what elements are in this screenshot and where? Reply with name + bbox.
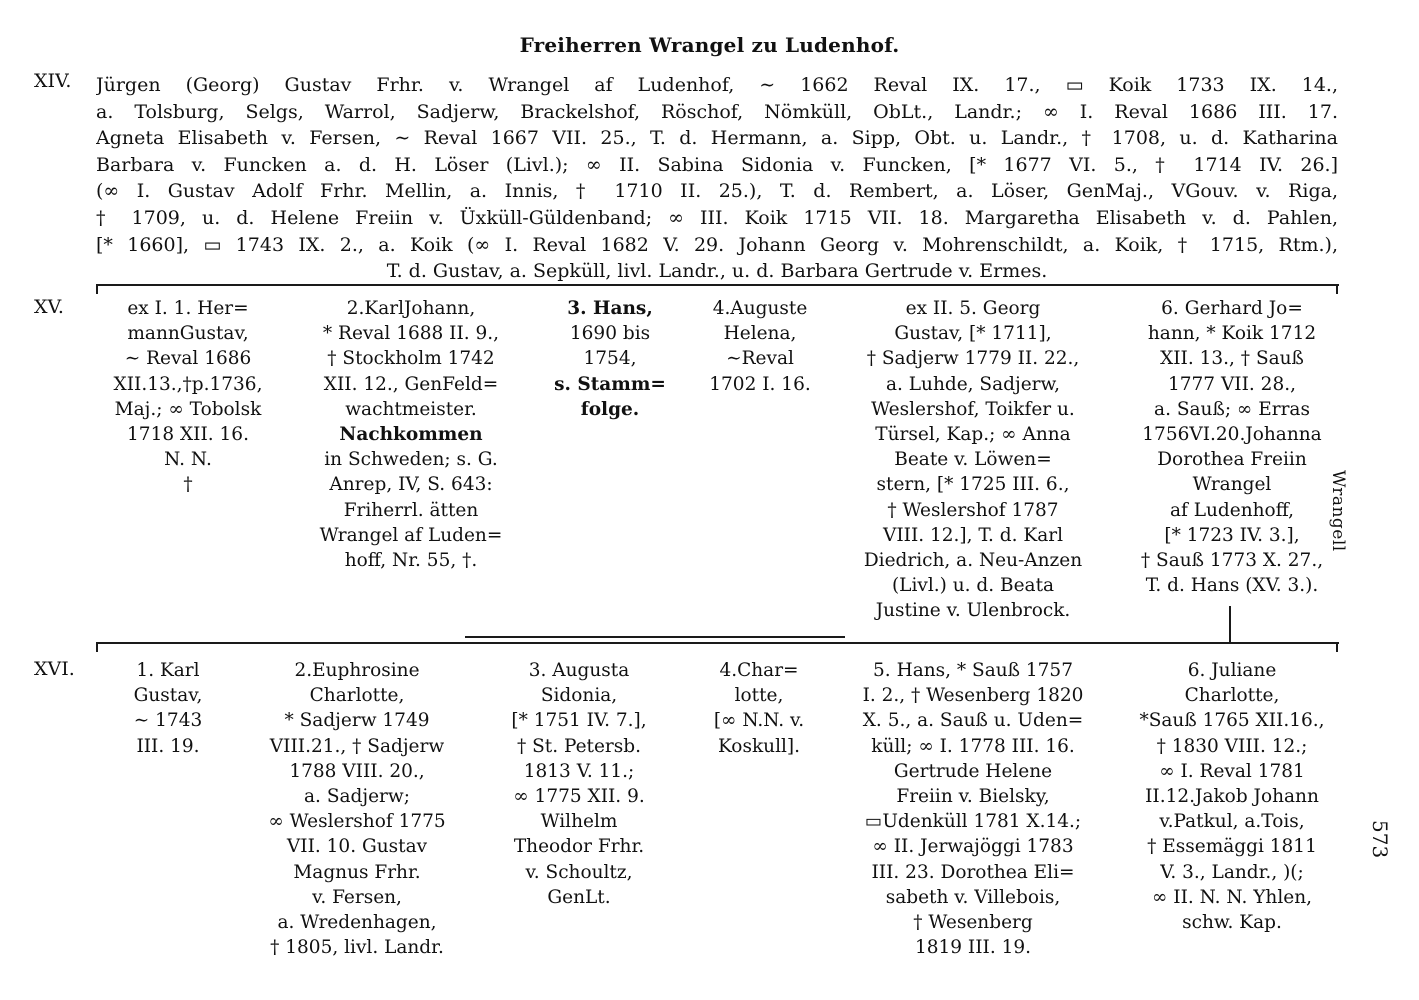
- entry-line: III. 19.: [136, 735, 200, 757]
- entry-line: 1702 I. 16.: [709, 373, 811, 395]
- child-entry-xv-3: [535, 296, 685, 422]
- entry-line: Charlotte,: [309, 685, 405, 707]
- entry-line: 3. Augusta: [528, 660, 630, 681]
- entry-line: schw. Kap.: [1182, 911, 1282, 933]
- entry-line: † Sauß 1773 X. 27.,: [1140, 549, 1324, 571]
- entry-line: † Sadjerw 1779 II. 22.,: [866, 348, 1080, 370]
- entry-line: T. d. Gustav, a. Sepküll, livl. Landr., u. d. Barbara Gertrude v. Ermes.: [386, 260, 1048, 283]
- entry-line: X. 5., a. Sauß u. Uden=: [862, 710, 1084, 732]
- entry-line: 1690 bis: [569, 323, 651, 345]
- generation-label-xiv: XIV.: [34, 70, 72, 92]
- entry-line: ex I. 1. Her=: [127, 298, 249, 319]
- child-entry-xvi-4: [688, 658, 830, 759]
- entry-line: 6. Juliane: [1187, 660, 1277, 681]
- entry-line: v. Fersen,: [312, 886, 402, 908]
- entry-line: III. 23. Dorothea Eli=: [871, 861, 1075, 883]
- entry-line: ∼ Reval 1686: [124, 348, 252, 370]
- entry-line: ∞ I. Reval 1781: [1159, 760, 1305, 782]
- entry-line: Friherrl. ätten: [343, 499, 479, 521]
- entry-line: ∞ 1775 XII. 9.: [513, 785, 645, 807]
- entry-line: ex II. 5. Georg: [905, 298, 1041, 319]
- entry-line: a. Sadjerw;: [304, 785, 410, 807]
- entry-line: 1. Karl: [136, 660, 200, 681]
- entry-line: v.Patkul, a.Tois,: [1159, 811, 1305, 833]
- child-entry-xvi-3: [478, 658, 680, 910]
- entry-line: † Weslershof 1787: [887, 499, 1059, 521]
- entry-line: Anrep, IV, S. 643:: [329, 474, 493, 496]
- page-title: Freiherren Wrangel zu Ludenhof.: [519, 33, 900, 57]
- entry-line: lotte,: [734, 685, 784, 707]
- entry-line: Türsel, Kap.; ∞ Anna: [875, 423, 1071, 445]
- entry-line: a. Sauß; ∞ Erras: [1154, 398, 1310, 420]
- family-connector-line: [96, 642, 1339, 644]
- entry-line: Koskull].: [717, 735, 800, 757]
- entry-line: Agneta Elisabeth v. Fersen, ∼ Reval 1667 VII. 25., T. d. Hermann, a. Sipp, Obt. u. Landr., † 1708, u. d. Katharina: [96, 127, 1338, 150]
- entry-line: Magnus Frhr.: [293, 861, 421, 883]
- entry-line: hann, * Koik 1712: [1147, 323, 1317, 345]
- child-entry-xv-5: [838, 296, 1108, 623]
- family-connector-tick: [1336, 284, 1338, 294]
- entry-line: küll; ∞ I. 1778 III. 16.: [871, 735, 1075, 757]
- entry-line: Dorothea Freiin: [1157, 449, 1307, 471]
- entry-line: s. Stamm=: [554, 373, 666, 395]
- child-entry-xvi-5: [838, 658, 1108, 960]
- entry-line: Theodor Frhr.: [513, 836, 645, 858]
- entry-line: * Sadjerw 1749: [284, 710, 430, 732]
- running-head-family-name: Wrangell: [1328, 470, 1348, 552]
- entry-line: †: [183, 474, 193, 496]
- entry-line: [* 1660], ▭ 1743 IX. 2., a. Koik (∞ I. Reval 1682 V. 29. Johann Georg v. Mohrenschildt, a. Koik, † 1715, Rtm.),: [96, 233, 1338, 256]
- generation-label-xv: XV.: [34, 296, 64, 318]
- entry-line: 1813 V. 11.;: [523, 760, 635, 782]
- entry-line: † Stockholm 1742: [327, 348, 495, 370]
- entry-line: 1819 III. 19.: [914, 937, 1032, 959]
- entry-line: ∞ Weslershof 1775: [268, 811, 446, 833]
- entry-line: ∼Reval: [726, 348, 794, 370]
- entry-line: *Sauß 1765 XII.16.,: [1139, 710, 1325, 732]
- entry-line: Wilhelm: [540, 811, 618, 833]
- entry-line: † 1709, u. d. Helene Freiin v. Üxküll-Güldenband; ∞ III. Koik 1715 VII. 18. Margaretha Elisabeth v. d. Pahlen,: [96, 206, 1338, 229]
- entry-line: † Wesenberg: [913, 911, 1033, 933]
- entry-line: VIII. 12.], T. d. Karl: [882, 524, 1064, 546]
- entry-line: * Reval 1688 II. 9.,: [322, 323, 500, 345]
- entry-line: T. d. Hans (XV. 3.).: [1145, 575, 1319, 597]
- child-entry-xv-4: [690, 296, 830, 397]
- entry-line: 1754,: [583, 348, 637, 370]
- entry-line: stern, [* 1725 III. 6.,: [876, 474, 1070, 496]
- entry-line: in Schweden; s. G.: [324, 449, 498, 471]
- entry-line: ∞ II. N. N. Yhlen,: [1152, 886, 1312, 908]
- entry-line: 4.Auguste: [712, 298, 808, 319]
- entry-line: ▭Udenküll 1781 X.14.;: [864, 811, 1082, 833]
- entry-line: Barbara v. Funcken a. d. H. Löser (Livl.); ∞ II. Sabina Sidonia v. Funcken, [* 1677 VI. 5., † 1714 IV. 26.]: [96, 153, 1338, 176]
- entry-line: Weslershof, Toikfer u.: [871, 398, 1075, 420]
- entry-line: v. Schoultz,: [525, 861, 633, 883]
- entry-line: XII. 13., † Sauß: [1160, 348, 1304, 370]
- entry-line: 1788 VIII. 20.,: [289, 760, 425, 782]
- entry-line: Helena,: [723, 323, 797, 345]
- family-connector-tick: [96, 642, 98, 652]
- child-entry-xvi-1: [88, 658, 248, 759]
- entry-line: ∞ II. Jerwajöggi 1783: [872, 836, 1074, 858]
- entry-line: V. 3., Landr., )(;: [1160, 861, 1304, 883]
- entry-line: Wrangel: [1192, 474, 1272, 496]
- entry-line: GenLt.: [547, 886, 611, 908]
- generation-label-xvi: XVI.: [34, 658, 75, 680]
- entry-line: 1777 VII. 28.,: [1167, 373, 1296, 395]
- entry-line: [* 1751 IV. 7.],: [511, 710, 647, 732]
- entry-line: af Ludenhoff,: [1169, 499, 1295, 521]
- progenitor-entry: [96, 72, 1338, 285]
- entry-line: 2.Euphrosine: [294, 660, 420, 681]
- entry-line: 3. Hans,: [567, 298, 653, 319]
- entry-line: XII.13.,†p.1736,: [113, 373, 263, 395]
- entry-line: wachtmeister.: [345, 398, 477, 420]
- entry-line: II.12.Jakob Johann: [1145, 785, 1319, 807]
- entry-line: a. Wredenhagen,: [277, 911, 437, 933]
- entry-line: † 1805, livl. Landr.: [270, 937, 444, 959]
- entry-line: [* 1723 IV. 3.],: [1164, 524, 1300, 546]
- entry-line: Sidonia,: [540, 685, 618, 707]
- family-connector-tick: [96, 284, 98, 294]
- entry-line: Jürgen (Georg) Gustav Frhr. v. Wrangel af Ludenhof, ∼ 1662 Reval IX. 17., ▭ Koik 1733 IX. 14.,: [96, 74, 1338, 96]
- child-entry-xvi-6: [1116, 658, 1348, 935]
- entry-line: Charlotte,: [1184, 685, 1280, 707]
- entry-line: N. N.: [164, 449, 212, 471]
- child-entry-xvi-2: [246, 658, 468, 960]
- family-connector-bracket: [465, 636, 845, 638]
- family-connector-tick: [1336, 642, 1338, 652]
- entry-line: Gertrude Helene: [893, 760, 1053, 782]
- child-entry-xv-2: [295, 296, 527, 573]
- entry-line: (Livl.) u. d. Beata: [891, 575, 1055, 597]
- entry-line: XII. 12., GenFeld=: [323, 373, 499, 395]
- entry-line: VII. 10. Gustav: [286, 836, 428, 858]
- entry-line: Beate v. Löwen=: [894, 449, 1052, 471]
- entry-line: 4.Char=: [719, 660, 799, 681]
- entry-line: † St. Petersb.: [516, 735, 641, 757]
- entry-line: hoff, Nr. 55, †.: [344, 549, 478, 571]
- entry-line: Gustav, [* 1711],: [894, 323, 1052, 345]
- child-entry-xv-1: [88, 296, 288, 498]
- family-connector-line: [96, 284, 1339, 286]
- entry-line: [∞ N.N. v.: [713, 710, 805, 732]
- entry-line: 2.KarlJohann,: [346, 298, 476, 319]
- entry-line: 1718 XII. 16.: [127, 423, 249, 445]
- entry-line: Maj.; ∞ Tobolsk: [114, 398, 262, 420]
- entry-line: 6. Gerhard Jo=: [1161, 298, 1303, 319]
- entry-line: Diedrich, a. Neu-Anzen: [863, 549, 1083, 571]
- entry-line: † 1830 VIII. 12.;: [1156, 735, 1308, 757]
- entry-line: sabeth v. Villebois,: [885, 886, 1061, 908]
- page-number: 573: [1368, 820, 1392, 859]
- entry-line: † Essemäggi 1811: [1147, 836, 1317, 858]
- family-connector-drop: [1229, 606, 1231, 642]
- entry-line: 1756VI.20.Johanna: [1142, 423, 1322, 445]
- entry-line: Nachkommen: [339, 423, 483, 445]
- entry-line: Freiin v. Bielsky,: [896, 785, 1050, 807]
- entry-line: Wrangel af Luden=: [319, 524, 503, 546]
- entry-line: a. Tolsburg, Selgs, Warrol, Sadjerw, Brackelshof, Röschof, Nömküll, ObLt., Landr.; ∞ I. Reval 1686 III. 17.: [96, 100, 1338, 123]
- entry-line: a. Luhde, Sadjerw,: [885, 373, 1061, 395]
- entry-line: VIII.21., † Sadjerw: [269, 735, 445, 757]
- entry-line: ∼ 1743: [133, 710, 203, 732]
- entry-line: (∞ I. Gustav Adolf Frhr. Mellin, a. Innis, † 1710 II. 25.), T. d. Rembert, a. Löser, GenMaj., VGouv. v. Riga,: [96, 180, 1338, 203]
- entry-line: 5. Hans, * Sauß 1757: [873, 660, 1073, 681]
- entry-line: I. 2., † Wesenberg 1820: [862, 685, 1084, 707]
- child-entry-xv-6: [1116, 296, 1348, 598]
- entry-line: mannGustav,: [127, 323, 249, 345]
- entry-line: folge.: [580, 398, 640, 420]
- entry-line: Justine v. Ulenbrock.: [875, 600, 1071, 622]
- entry-line: Gustav,: [133, 685, 203, 707]
